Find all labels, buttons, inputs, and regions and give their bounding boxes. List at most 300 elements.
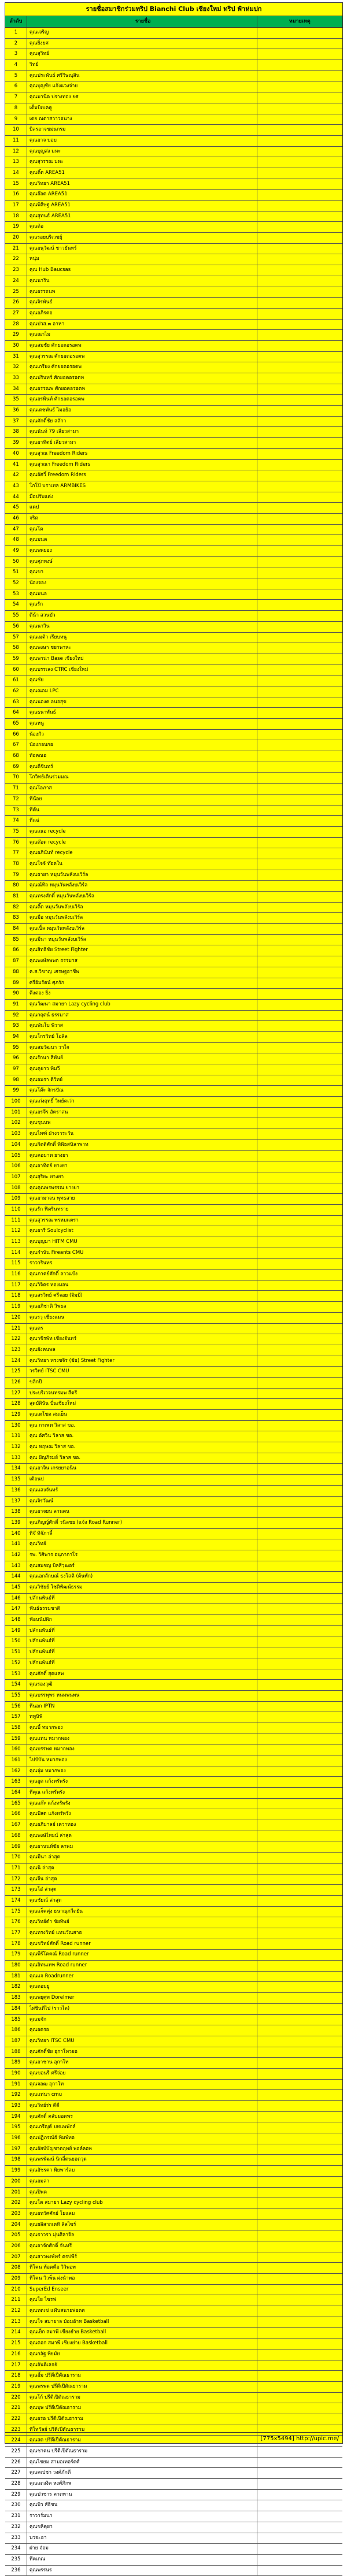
row-note bbox=[257, 103, 342, 114]
row-note bbox=[257, 838, 342, 848]
row-note bbox=[257, 125, 342, 135]
row-note bbox=[257, 2490, 342, 2500]
table-row bbox=[5, 2382, 342, 2393]
table-row bbox=[5, 1550, 342, 1561]
table-row bbox=[5, 751, 342, 762]
row-number: 13 bbox=[5, 157, 27, 168]
row-name: คุณปวชาร คาดพาน bbox=[27, 2490, 257, 2500]
table-row bbox=[5, 740, 342, 751]
row-number: 10 bbox=[5, 125, 27, 135]
row-name: คุณศักดิ์ชัย สลักา bbox=[27, 417, 257, 427]
row-note bbox=[257, 2274, 342, 2284]
row-number: 207 bbox=[5, 2252, 27, 2263]
table-row bbox=[5, 2015, 342, 2026]
row-note bbox=[257, 157, 342, 168]
row-name: ปลักนพันธ์ที่ bbox=[27, 1658, 257, 1669]
table-row bbox=[5, 514, 342, 525]
row-number: 128 bbox=[5, 1399, 27, 1409]
row-note bbox=[257, 2285, 342, 2295]
row-note bbox=[257, 1809, 342, 1820]
row-number: 109 bbox=[5, 1194, 27, 1204]
table-row bbox=[5, 654, 342, 665]
row-number: 106 bbox=[5, 1161, 27, 1172]
row-note bbox=[257, 1928, 342, 1939]
table-row bbox=[5, 2220, 342, 2231]
row-number: 96 bbox=[5, 1053, 27, 1064]
table-row bbox=[5, 2004, 342, 2015]
table-row bbox=[5, 2198, 342, 2209]
table-row bbox=[5, 2500, 342, 2511]
row-number: 120 bbox=[5, 1313, 27, 1323]
row-name: ทีคุณ แก้งทรัพรัง bbox=[27, 1788, 257, 1798]
row-note bbox=[257, 1972, 342, 1982]
row-number: 118 bbox=[5, 1291, 27, 1301]
row-note bbox=[257, 1486, 342, 1496]
row-name: คุณรอยบริเวชยุ์ bbox=[27, 233, 257, 243]
table-row bbox=[5, 298, 342, 309]
row-number: 7 bbox=[5, 92, 27, 103]
row-number: 174 bbox=[5, 1896, 27, 1906]
row-note bbox=[257, 2349, 342, 2360]
row-number: 215 bbox=[5, 2339, 27, 2349]
row-note bbox=[257, 848, 342, 859]
row-name: คุณอันติเลจยั bbox=[27, 2360, 257, 2371]
table-row bbox=[5, 1161, 342, 1172]
row-number: 235 bbox=[5, 2555, 27, 2565]
table-row bbox=[5, 827, 342, 838]
row-name: คุณชุนนพ bbox=[27, 1118, 257, 1129]
row-name: คุณชัย bbox=[27, 675, 257, 686]
row-note bbox=[257, 449, 342, 459]
table-row bbox=[5, 395, 342, 406]
row-name: คุณยังคนพล bbox=[27, 1345, 257, 1356]
table-row bbox=[5, 1594, 342, 1605]
row-name: คุณอัชรคา พิยพาร์ลบ bbox=[27, 2166, 257, 2176]
row-name: คุณมนต bbox=[27, 535, 257, 545]
table-row bbox=[5, 2566, 342, 2576]
row-name: คุณศุภพงษ์ bbox=[27, 557, 257, 567]
row-number: 61 bbox=[5, 675, 27, 686]
row-note bbox=[257, 924, 342, 934]
row-number: 122 bbox=[5, 1334, 27, 1345]
row-number: 77 bbox=[5, 848, 27, 859]
row-note bbox=[257, 28, 342, 38]
table-row bbox=[5, 2058, 342, 2069]
table-row bbox=[5, 1280, 342, 1291]
row-note bbox=[257, 492, 342, 503]
table-row bbox=[5, 1939, 342, 1950]
row-name: คุณบี้ หมากพอง bbox=[27, 1723, 257, 1734]
row-number: 236 bbox=[5, 2566, 27, 2576]
row-name: คุณอรพินท์ ศักยอดอรอดพ bbox=[27, 395, 257, 405]
row-number: 21 bbox=[5, 244, 27, 254]
row-number: 195 bbox=[5, 2122, 27, 2133]
row-name: น้องกอบกอ bbox=[27, 740, 257, 751]
row-name: แดป bbox=[27, 503, 257, 513]
row-note bbox=[257, 870, 342, 881]
table-row bbox=[5, 1518, 342, 1529]
row-number: 111 bbox=[5, 1216, 27, 1226]
row-note bbox=[257, 362, 342, 373]
row-number: 49 bbox=[5, 546, 27, 556]
row-number: 184 bbox=[5, 2004, 27, 2014]
table-row bbox=[5, 1755, 342, 1766]
row-name: คุณวิชัยย์ โชติพัฒน์ธรรม bbox=[27, 1583, 257, 1593]
row-note bbox=[257, 2414, 342, 2425]
table-row bbox=[5, 1313, 342, 1324]
row-name: น้องกัว bbox=[27, 730, 257, 740]
row-number: 150 bbox=[5, 1636, 27, 1647]
row-note bbox=[257, 827, 342, 837]
table-row bbox=[5, 2317, 342, 2328]
row-number: 24 bbox=[5, 276, 27, 287]
row-note bbox=[257, 633, 342, 643]
row-note bbox=[257, 2069, 342, 2079]
table-row bbox=[5, 449, 342, 460]
row-number: 161 bbox=[5, 1755, 27, 1766]
table-row bbox=[5, 1324, 342, 1335]
row-name: คุณอรรถนพ bbox=[27, 287, 257, 298]
row-number: 142 bbox=[5, 1550, 27, 1561]
row-number: 196 bbox=[5, 2133, 27, 2144]
row-note bbox=[257, 2511, 342, 2522]
row-number: 42 bbox=[5, 470, 27, 481]
row-note bbox=[257, 935, 342, 945]
table-row bbox=[5, 2522, 342, 2533]
row-name: ไผ่ชินทีไป (ราวไต) bbox=[27, 2004, 257, 2014]
table-row bbox=[5, 1097, 342, 1108]
row-note bbox=[257, 2188, 342, 2198]
row-name: คุณยลิสากเดทิ ลิลไซร์ bbox=[27, 2220, 257, 2230]
row-name: คุณบรรพต หมากพอง bbox=[27, 1744, 257, 1755]
row-number: 117 bbox=[5, 1280, 27, 1291]
row-name: คุณขา bbox=[27, 567, 257, 578]
table-row bbox=[5, 806, 342, 816]
table-row bbox=[5, 1788, 342, 1799]
row-name: ดีน้า สวนบัว bbox=[27, 611, 257, 621]
row-number: 123 bbox=[5, 1345, 27, 1356]
row-number: 153 bbox=[5, 1669, 27, 1680]
row-note bbox=[257, 49, 342, 60]
table-row bbox=[5, 2360, 342, 2371]
table-row bbox=[5, 708, 342, 719]
table-row bbox=[5, 503, 342, 514]
row-name: คุณกลัฐ พิยมัย bbox=[27, 2349, 257, 2360]
row-number: 185 bbox=[5, 2015, 27, 2025]
row-note bbox=[257, 460, 342, 470]
row-note bbox=[257, 1507, 342, 1517]
row-name: คุณอัยบ์บัญชาดฤพย์ พอล์ลอพ bbox=[27, 2144, 257, 2155]
row-name: คุณพาน่า Base เชียงใหม่ bbox=[27, 654, 257, 665]
row-number: 213 bbox=[5, 2317, 27, 2328]
row-name: คุณพงษ์ลพพก ธรรมาส bbox=[27, 956, 257, 967]
table-row bbox=[5, 589, 342, 600]
table-row bbox=[5, 762, 342, 773]
row-name: คุณชัยณ์ ล่าสุด bbox=[27, 1896, 257, 1906]
table-row bbox=[5, 49, 342, 60]
row-name: คีงตอง ยิ่ง bbox=[27, 989, 257, 999]
row-number: 199 bbox=[5, 2166, 27, 2176]
table-row bbox=[5, 1108, 342, 1119]
table-row bbox=[5, 211, 342, 222]
row-note bbox=[257, 1389, 342, 1399]
row-note bbox=[257, 1086, 342, 1096]
table-row bbox=[5, 1183, 342, 1194]
row-note bbox=[257, 1961, 342, 1971]
row-note bbox=[257, 1529, 342, 1539]
row-note bbox=[257, 1766, 342, 1777]
row-name: คุณแท่นา cmu bbox=[27, 2090, 257, 2100]
row-number: 36 bbox=[5, 406, 27, 416]
row-number: 119 bbox=[5, 1302, 27, 1312]
row-name: ปลักนพันธ์ที่ bbox=[27, 1636, 257, 1647]
row-number: 29 bbox=[5, 330, 27, 340]
row-note bbox=[257, 352, 342, 362]
row-note bbox=[257, 71, 342, 81]
row-name: คุณอดรอ bbox=[27, 2025, 257, 2036]
table-row bbox=[5, 2122, 342, 2133]
row-number: 67 bbox=[5, 740, 27, 751]
table-row bbox=[5, 525, 342, 536]
table-row bbox=[5, 611, 342, 622]
row-number: 81 bbox=[5, 892, 27, 902]
row-name: คุณเกรียง ศักยอดอรอดพ bbox=[27, 362, 257, 373]
row-note bbox=[257, 2144, 342, 2155]
table-row bbox=[5, 103, 342, 114]
row-note bbox=[257, 276, 342, 287]
row-name: จริต bbox=[27, 514, 257, 524]
row-note bbox=[257, 611, 342, 621]
table-row bbox=[5, 406, 342, 417]
row-note bbox=[257, 751, 342, 762]
table-row bbox=[5, 1140, 342, 1151]
table-row bbox=[5, 719, 342, 730]
row-name: คุณอาจักศักดิ์ จันทรี bbox=[27, 2241, 257, 2252]
row-note bbox=[257, 1248, 342, 1259]
row-number: 154 bbox=[5, 1680, 27, 1690]
row-number: 209 bbox=[5, 2274, 27, 2284]
row-number: 115 bbox=[5, 1259, 27, 1269]
row-name: คุณเปิ้ล หมุนวันพลังบเวิร์ล bbox=[27, 924, 257, 934]
row-number: 44 bbox=[5, 492, 27, 503]
row-note bbox=[257, 1658, 342, 1669]
table-row bbox=[5, 2069, 342, 2080]
row-note bbox=[257, 298, 342, 308]
participant-sheet bbox=[5, 2, 343, 2573]
row-number: 113 bbox=[5, 1237, 27, 1248]
table-row bbox=[5, 2447, 342, 2458]
table-row bbox=[5, 1636, 342, 1647]
row-number: 155 bbox=[5, 1691, 27, 1701]
row-name: ฟ้อนนัปพิก bbox=[27, 1615, 257, 1625]
row-note bbox=[257, 956, 342, 967]
row-name: คุณอาจิน เกรยยาอนิน bbox=[27, 1464, 257, 1474]
row-number: 108 bbox=[5, 1183, 27, 1194]
table-row bbox=[5, 2403, 342, 2414]
row-name: คุณสาวพงษ์ทร์ ตรปพีร์ bbox=[27, 2252, 257, 2263]
table-row bbox=[5, 1129, 342, 1140]
row-name: คุณโอภาส bbox=[27, 784, 257, 794]
row-name: คุณภาคย์ศักดิ์ ลาวแป้ง bbox=[27, 1270, 257, 1280]
row-name: คุณพรพัฒน์ นิกลี่ดนยอดวุด bbox=[27, 2155, 257, 2165]
row-note bbox=[257, 1000, 342, 1010]
row-note bbox=[257, 330, 342, 340]
row-note bbox=[257, 557, 342, 567]
table-row bbox=[5, 1853, 342, 1864]
row-number: 104 bbox=[5, 1140, 27, 1150]
row-note bbox=[257, 1518, 342, 1528]
row-note bbox=[257, 114, 342, 125]
row-note bbox=[257, 1011, 342, 1021]
table-row bbox=[5, 881, 342, 892]
row-note bbox=[257, 503, 342, 513]
table-row bbox=[5, 2230, 342, 2241]
row-number: 134 bbox=[5, 1464, 27, 1474]
row-note bbox=[257, 2241, 342, 2252]
row-note bbox=[257, 1497, 342, 1507]
row-number: 183 bbox=[5, 1993, 27, 2003]
table-row bbox=[5, 675, 342, 686]
row-number: 229 bbox=[5, 2490, 27, 2500]
row-note bbox=[257, 1539, 342, 1550]
row-name: คุณจิรพันธ์ bbox=[27, 298, 257, 308]
row-name: คุณอรจีร อัคราสน bbox=[27, 1108, 257, 1118]
row-number: 28 bbox=[5, 320, 27, 330]
table-row bbox=[5, 1539, 342, 1550]
table-row bbox=[5, 287, 342, 298]
row-number: 219 bbox=[5, 2382, 27, 2392]
row-number: 16 bbox=[5, 190, 27, 200]
row-name: คุณตอมยู bbox=[27, 1982, 257, 1992]
row-note bbox=[257, 1755, 342, 1766]
row-name: คุณคอมาท ยางยา bbox=[27, 1151, 257, 1161]
row-name: คุณอาทิตย์ ยางยา bbox=[27, 1161, 257, 1172]
row-note bbox=[257, 1636, 342, 1647]
row-note bbox=[257, 2166, 342, 2176]
row-name: คุณคเปชา วงศ์ภักดี bbox=[27, 2468, 257, 2478]
row-number: 148 bbox=[5, 1615, 27, 1625]
row-note bbox=[257, 1345, 342, 1356]
table-row bbox=[5, 1118, 342, 1129]
row-note bbox=[257, 233, 342, 243]
row-note bbox=[257, 719, 342, 729]
row-number: 6 bbox=[5, 81, 27, 92]
row-name: คุณเณอ recycle bbox=[27, 827, 257, 837]
row-name: คุณณ์ทิล หมุนวันพลังบเวิร์ล bbox=[27, 881, 257, 891]
row-note bbox=[257, 1550, 342, 1561]
row-number: 95 bbox=[5, 1043, 27, 1053]
header-note: หมายเหตุ bbox=[289, 18, 311, 24]
row-note bbox=[257, 535, 342, 545]
row-number: 31 bbox=[5, 352, 27, 362]
row-note bbox=[257, 967, 342, 978]
row-note bbox=[257, 1993, 342, 2003]
row-number: 141 bbox=[5, 1539, 27, 1550]
row-note bbox=[257, 1053, 342, 1064]
table-row bbox=[5, 643, 342, 654]
row-note bbox=[257, 784, 342, 794]
row-number: 124 bbox=[5, 1356, 27, 1367]
row-name: บิลรอาจชม่นกรม bbox=[27, 125, 257, 135]
table-row bbox=[5, 427, 342, 438]
table-row bbox=[5, 622, 342, 633]
row-number: 99 bbox=[5, 1086, 27, 1096]
row-number: 8 bbox=[5, 103, 27, 114]
row-number: 160 bbox=[5, 1744, 27, 1755]
row-note bbox=[257, 2036, 342, 2047]
row-note bbox=[257, 395, 342, 405]
row-number: 133 bbox=[5, 1453, 27, 1464]
row-number: 169 bbox=[5, 1842, 27, 1853]
table-row bbox=[5, 1259, 342, 1270]
row-note bbox=[257, 1032, 342, 1042]
row-name: คุณชลิคุยา bbox=[27, 2522, 257, 2533]
row-number: 20 bbox=[5, 233, 27, 243]
table-row bbox=[5, 945, 342, 956]
row-note bbox=[257, 1907, 342, 1917]
row-name: เดิอนป bbox=[27, 1475, 257, 1485]
row-number: 198 bbox=[5, 2155, 27, 2165]
row-note bbox=[257, 643, 342, 654]
row-number: 97 bbox=[5, 1064, 27, 1075]
table-footer bbox=[5, 2432, 342, 2443]
row-number: 212 bbox=[5, 2306, 27, 2317]
row-number: 48 bbox=[5, 535, 27, 545]
row-name: คุณอามาจน พุทธสาย bbox=[27, 1194, 257, 1204]
row-number: 217 bbox=[5, 2360, 27, 2371]
row-number: 190 bbox=[5, 2069, 27, 2079]
row-number: 17 bbox=[5, 201, 27, 211]
row-number: 76 bbox=[5, 838, 27, 848]
row-number: 82 bbox=[5, 903, 27, 913]
row-note bbox=[257, 1702, 342, 1712]
table-row bbox=[5, 1734, 342, 1745]
row-number: 180 bbox=[5, 1961, 27, 1971]
row-note bbox=[257, 438, 342, 448]
table-row bbox=[5, 222, 342, 233]
row-number: 226 bbox=[5, 2458, 27, 2468]
row-name: วิทย์ bbox=[27, 60, 257, 70]
row-number: 202 bbox=[5, 2198, 27, 2208]
row-number: 35 bbox=[5, 395, 27, 405]
row-number: 127 bbox=[5, 1389, 27, 1399]
row-name: บวจะอา bbox=[27, 2533, 257, 2544]
row-name: คุณเย็ก สมาพี เชียงยำย Basketball bbox=[27, 2328, 257, 2338]
table-row bbox=[5, 578, 342, 589]
row-note bbox=[257, 1464, 342, 1474]
row-name: คุณพิสิษฐ AREA51 bbox=[27, 201, 257, 211]
row-note bbox=[257, 546, 342, 556]
row-name: คุณดีชินทร์ bbox=[27, 762, 257, 773]
row-name: คุณอทวัศศักย์ โยแลม bbox=[27, 2209, 257, 2219]
row-name: คุณมีนา หมุนวันพลังบเวิร์ล bbox=[27, 935, 257, 945]
table-row bbox=[5, 1302, 342, 1313]
row-note bbox=[257, 1939, 342, 1950]
table-row bbox=[5, 1647, 342, 1658]
table-row bbox=[5, 1928, 342, 1939]
table-row bbox=[5, 492, 342, 503]
row-name: คุณอาทิตย์ เลียวสามา bbox=[27, 438, 257, 448]
row-note bbox=[257, 2371, 342, 2381]
row-note bbox=[257, 1572, 342, 1582]
table-row bbox=[5, 1389, 342, 1400]
row-note bbox=[257, 147, 342, 157]
row-note bbox=[257, 1744, 342, 1755]
row-name: ฟันธ์ธรรมชาติ bbox=[27, 1604, 257, 1614]
table-row bbox=[5, 2144, 342, 2155]
table-row bbox=[5, 1464, 342, 1475]
row-name: คุณรัก bbox=[27, 600, 257, 610]
